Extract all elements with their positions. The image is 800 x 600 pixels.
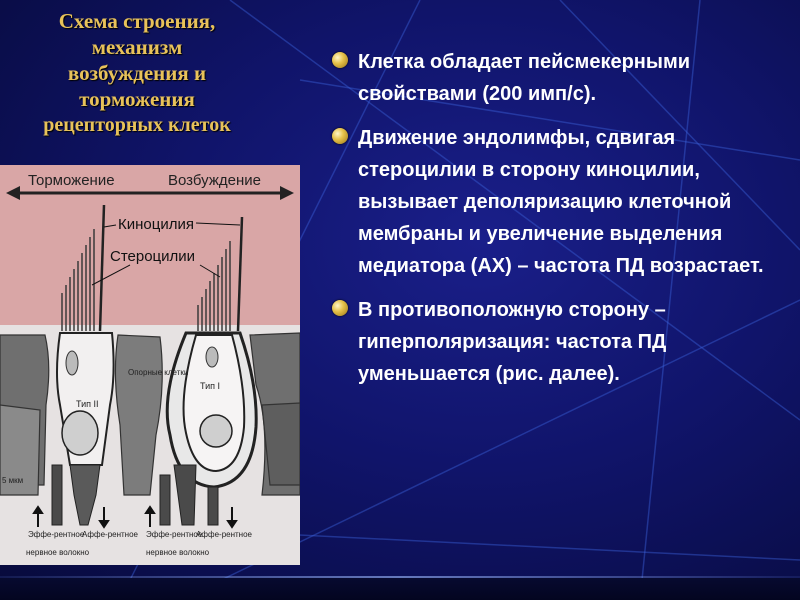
stereocilia-label: Стероцилии	[110, 248, 196, 265]
efferent-label-2: Эффе-рентное	[146, 530, 203, 539]
nerve-fiber-label-2: нервное волокно	[146, 548, 210, 557]
receptor-cell-diagram	[0, 165, 300, 565]
inhibition-label: Торможение	[28, 172, 115, 189]
title-line: рецепторных клеток	[43, 114, 231, 136]
afferent-label-2: Аффе-рентное	[196, 530, 252, 539]
support-cells-label: Опорные клетки	[128, 368, 189, 377]
bullet-item	[332, 122, 792, 282]
type-2-label: Тип II	[76, 399, 99, 409]
nerve-fiber-label-1: нервное волокно	[26, 548, 90, 557]
scale-label: 5 мкм	[2, 476, 24, 485]
excitation-label: Возбуждение	[168, 172, 261, 189]
bullet-icon	[332, 128, 348, 144]
kinocilium-label: Киноцилия	[118, 216, 194, 233]
efferent-label-1: Эффе-рентное	[28, 530, 85, 539]
endolymph-region	[0, 165, 300, 325]
bullet-item	[332, 294, 792, 390]
bullet-icon	[332, 300, 348, 316]
title-line: Схема строения,	[58, 9, 216, 33]
bullet-text: В противоположную сторону – гиперполяризация: частота ПД уменьшается (рис. далее).	[358, 299, 667, 385]
type-1-label: Тип I	[200, 381, 221, 391]
bullet-list	[332, 46, 792, 402]
bullet-text: Движение эндолимфы, сдвигая стероцилии в сторону киноцилии, вызывает деполяризацию клеточной мембраны и увеличение выделения медиатора (АХ) – частота ПД возрастает.	[358, 127, 764, 277]
afferent-label-1: Аффе-рентное	[82, 530, 138, 539]
footer-bar	[0, 578, 800, 600]
bullet-text: Клетка обладает пейсмекерными свойствами (200 имп/с).	[358, 51, 691, 105]
slide-title	[6, 8, 268, 138]
hair-cell-type-1	[167, 333, 256, 487]
title-line: механизм	[91, 35, 183, 59]
bullet-item	[332, 46, 792, 110]
title-line: возбуждения и	[67, 61, 207, 85]
title-line: торможения	[79, 87, 195, 111]
bullet-icon	[332, 52, 348, 68]
